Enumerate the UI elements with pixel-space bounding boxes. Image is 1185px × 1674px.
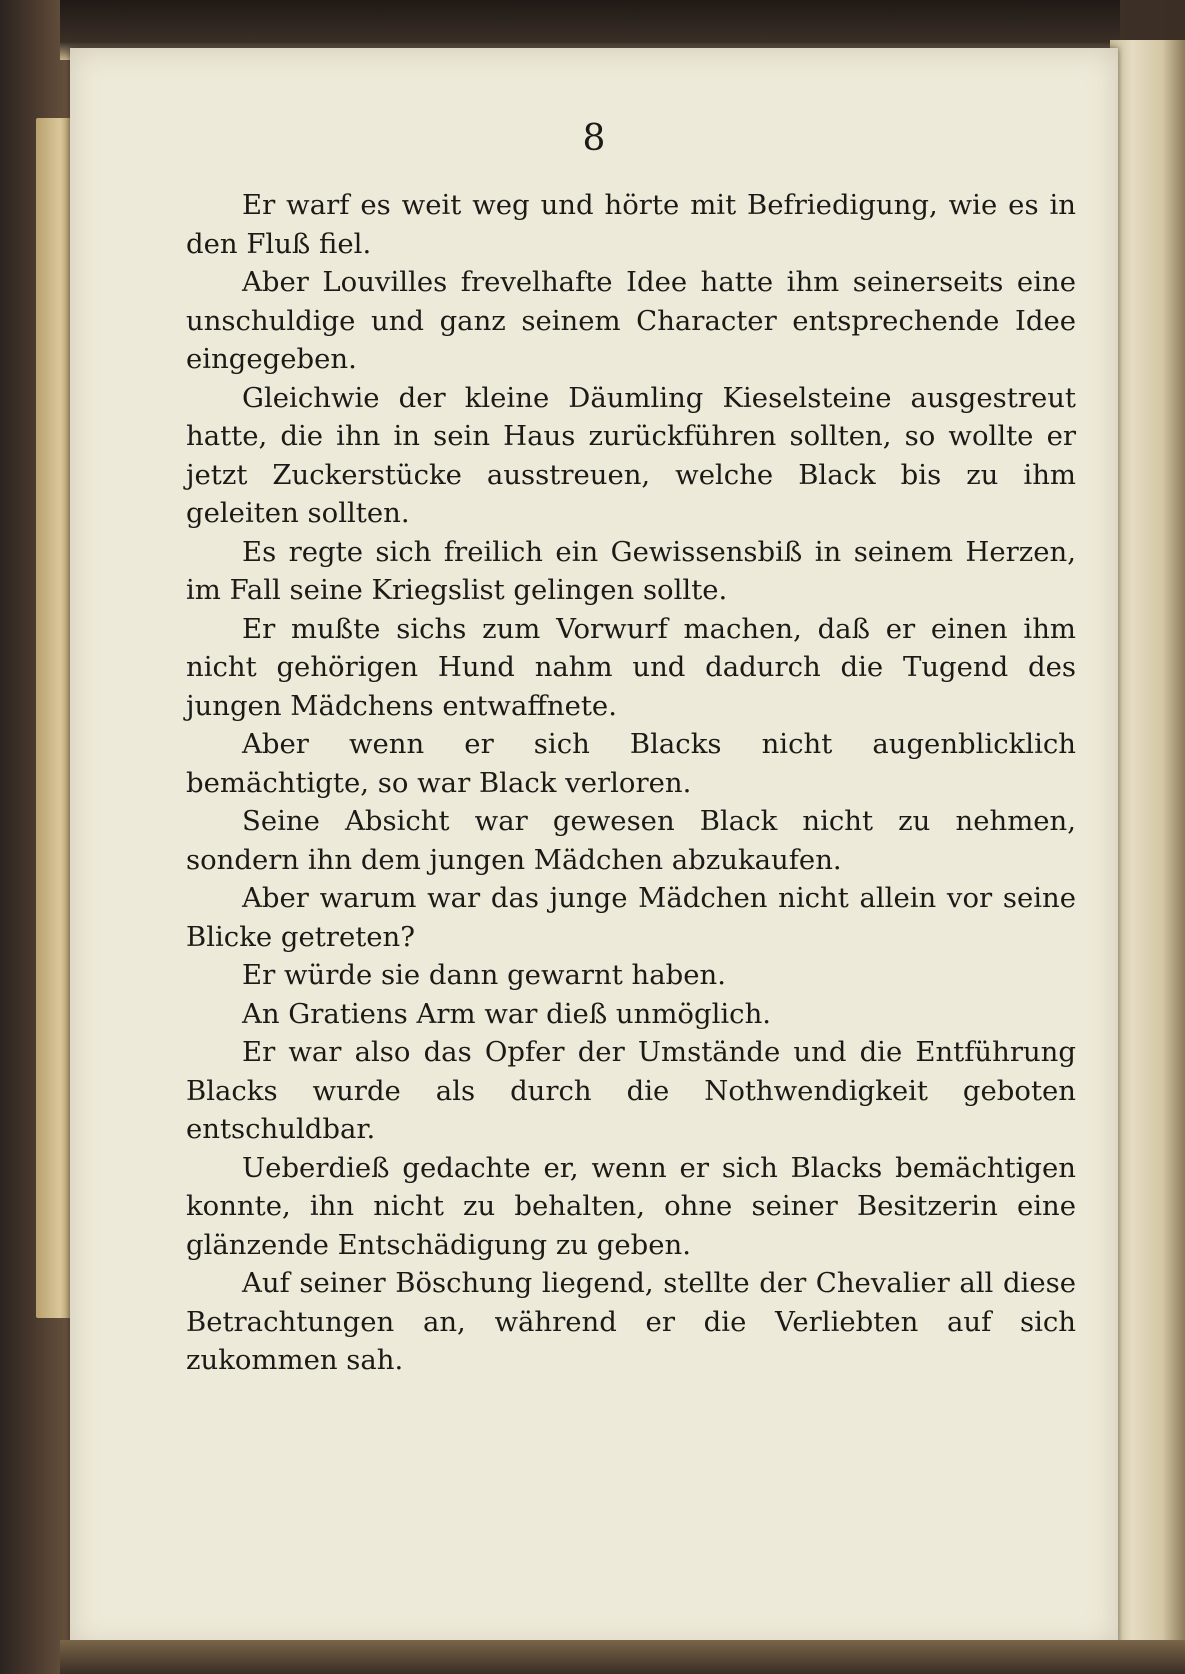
paragraph: Er war also das Opfer der Umstände und die Entführung Blacks wurde als durch die Nothwendigkeit geboten entschuldbar. [186,1036,1076,1145]
paragraph: Aber wenn er sich Blacks nicht augenblicklich bemächtigte, so war Black verloren. [186,728,1076,799]
paragraph: Er mußte sichs zum Vorwurf machen, daß er einen ihm nicht gehörigen Hund nahm und dadurch die Tugend des jungen Mädchens entwaffnete. [186,612,1076,722]
paragraph: Es regte sich freilich ein Gewissensbiß in seinem Herzen, im Fall seine Kriegslist gelingen sollte. [186,535,1076,606]
paragraph: Aber Louvilles frevelhafte Idee hatte ihm seinerseits eine unschuldige und ganz seinem Character entsprechende Idee eingegeben. [186,266,1076,375]
paragraph: An Gratiens Arm war dieß unmöglich. [242,997,772,1030]
paragraph: Seine Absicht war gewesen Black nicht zu nehmen, sondern ihn dem jungen Mädchen abzukaufen. [186,805,1076,876]
paragraph: Gleichwie der kleine Däumling Kieselsteine ausgestreut hatte, die ihn in sein Haus zurückführen sollten, so wollte er jetzt Zuckerstücke ausstreuen, welche Black bis zu ihm geleiten sollten. [186,381,1076,529]
paragraph: Er warf es weit weg und hörte mit Befriedigung, wie es in den Fluß fiel. [186,189,1076,260]
paragraph: Auf seiner Böschung liegend, stellte der Chevalier all diese Betrachtungen an, während er die Verliebten auf sich zukommen sah. [186,1267,1076,1376]
page-text [186,186,1076,1380]
facing-page-edge [1110,40,1185,1660]
cover-bottom-edge [60,1640,1185,1674]
paragraph: Aber warum war das junge Mädchen nicht allein vor seine Blicke getreten? [186,882,1076,953]
paragraph: Er würde sie dann gewarnt haben. [242,959,726,991]
book-page [70,48,1118,1648]
page-number: 8 [582,118,606,159]
paragraph: Ueberdieß gedachte er, wenn er sich Blacks bemächtigen konnte, ihn nicht zu behalten, ohne seiner Besitzerin eine glänzende Entschädigung zu geben. [186,1151,1076,1261]
